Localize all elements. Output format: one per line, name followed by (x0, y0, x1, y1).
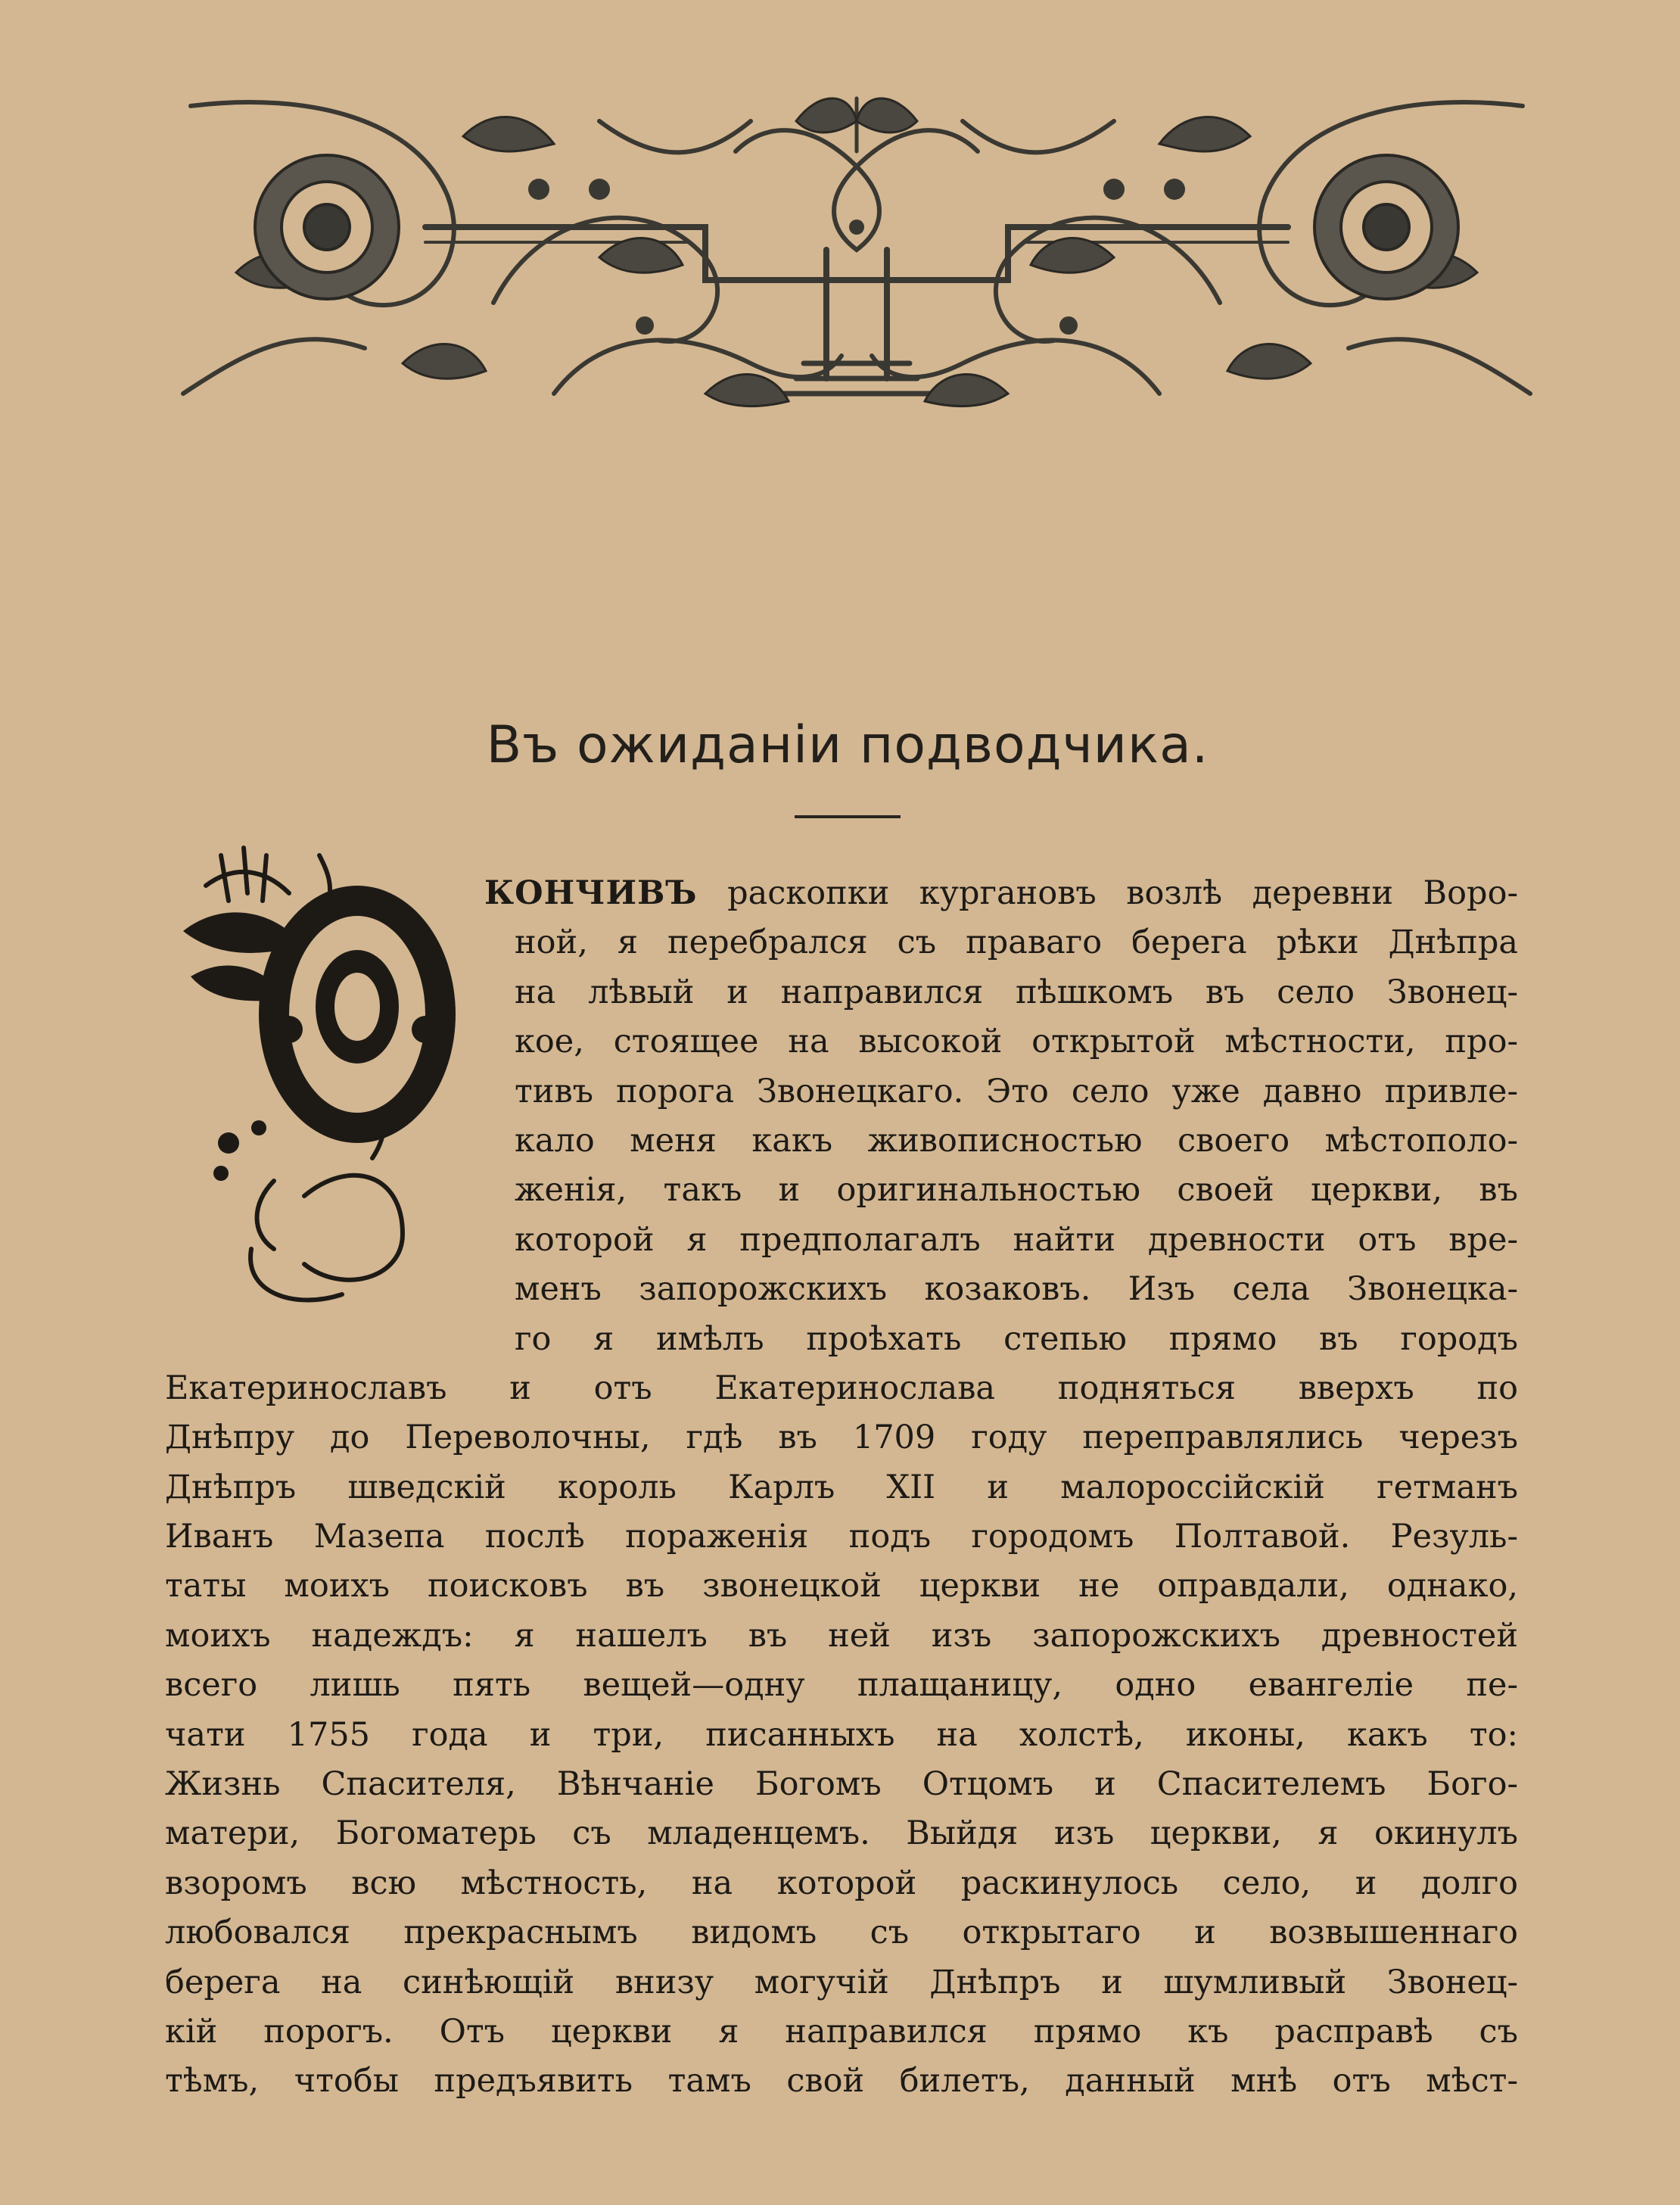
text-line: женія, такъ и оригинальностью своей церкви, въ (515, 1171, 1518, 1210)
chapter-title: Въ ожиданіи подводчика. (486, 715, 1209, 775)
body-text (165, 869, 1518, 2107)
opening-word: КОНЧИВЪ (484, 874, 698, 912)
text-line: взоромъ всю мѣстность, на которой раскинулось село, и долго (165, 1864, 1518, 1902)
text-line: матери, Богоматерь съ младенцемъ. Выйдя изъ церкви, я окинулъ (165, 1814, 1518, 1853)
text-line: Жизнь Спасителя, Вѣнчаніе Богомъ Отцомъ и Спасителемъ Бого- (165, 1765, 1518, 1804)
text-line: го я имѣлъ проѣхать степью прямо въ городъ (515, 1319, 1518, 1358)
text-line: тивъ порога Звонецкаго. Это село уже давно привле- (515, 1072, 1518, 1110)
text-line: кое, стоящее на высокой открытой мѣстности, про- (515, 1023, 1518, 1061)
text-line: кій порогъ. Отъ церкви я направился прямо къ расправѣ съ (165, 2012, 1518, 2051)
ornamental-headpiece (176, 76, 1538, 420)
text-line: Днѣпръ шведскій король Карлъ XII и малороссійскій гетманъ (165, 1468, 1518, 1506)
text-line: чати 1755 года и три, писанныхъ на холстѣ, иконы, какъ то: (165, 1715, 1518, 1754)
text-line: Иванъ Мазепа послѣ пораженія подъ городомъ Полтавой. Резуль- (165, 1518, 1518, 1556)
text-line: всего лишь пять вещей—одну плащаницу, одно евангеліе пе- (165, 1666, 1518, 1705)
text-line: Днѣпру до Переволочны, гдѣ въ 1709 году переправлялись черезъ (165, 1419, 1518, 1457)
text-line: которой я предполагалъ найти древности отъ вре- (515, 1220, 1518, 1259)
text-line: Екатеринославъ и отъ Екатеринослава подняться вверхъ по (165, 1369, 1518, 1407)
text-line: на лѣвый и направился пѣшкомъ въ село Звонец- (515, 973, 1518, 1011)
text-line: менъ запорожскихъ козаковъ. Изъ села Звонецка- (515, 1270, 1518, 1309)
text-line: берега на синѣющій внизу могучій Днѣпръ и шумливый Звонец- (165, 1963, 1518, 2001)
text-line: кало меня какъ живописностью своего мѣстополо- (515, 1121, 1518, 1160)
text-line: любовался прекраснымъ видомъ съ открытаго и возвышеннаго (165, 1914, 1518, 1952)
text-line: КОНЧИВЪ раскопки кургановъ возлѣ деревни Воро- (484, 874, 1518, 912)
text-line: ной, я перебрался съ праваго берега рѣки Днѣпра (515, 923, 1518, 962)
text-line: таты моихъ поисковъ въ звонецкой церкви не оправдали, однако, (165, 1567, 1518, 1605)
text-line: моихъ надеждъ: я нашелъ въ ней изъ запорожскихъ древностей (165, 1616, 1518, 1655)
text-line: тѣмъ, чтобы предъявить тамъ свой билетъ, данный мнѣ отъ мѣст- (165, 2062, 1518, 2101)
title-divider (795, 815, 901, 818)
